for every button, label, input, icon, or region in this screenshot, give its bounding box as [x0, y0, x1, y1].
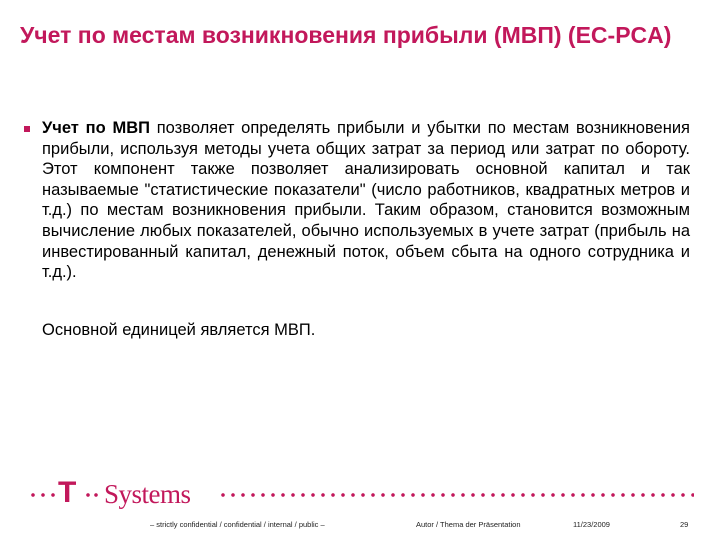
- footer-confidentiality: – strictly confidential / confidential / internal / public –: [150, 520, 325, 529]
- body-text: позволяет определять прибыли и убытки по местам возникновения прибыли, используя методы учета общих затрат за период или затрат по обороту. Этот компонент также позволяет анализировать основной капитал и так называемые "статистические показатели" (число работников, квадратных метров и т.д.) по местам возникновения прибыли. Таким образом, становится возможным вычисление любых показателей, обычно используемых в учете затрат (прибыль на инвестированный капитал, денежный поток, объем сбыта на одного сотрудника и т.д.).: [42, 119, 690, 282]
- slide-title: Учет по местам возникновения прибыли (МВП) (EC-PCA): [20, 22, 672, 48]
- body-bold-term: Учет по МВП: [42, 119, 150, 137]
- logo-systems-text: Systems: [104, 479, 191, 509]
- footer-dots-mid: [84, 493, 100, 497]
- bullet-marker: [24, 126, 30, 132]
- footer-dots-right: [218, 493, 694, 497]
- logo-t-mark: T: [58, 476, 77, 509]
- body-paragraph: [42, 118, 690, 283]
- footer-date: 11/23/2009: [573, 520, 610, 529]
- footer-page-number: 29: [680, 520, 689, 529]
- footer-author: Autor / Thema der Präsentation: [416, 520, 521, 529]
- closing-line: Основной единицей является МВП.: [42, 321, 316, 339]
- footer-dots-left: [28, 493, 58, 497]
